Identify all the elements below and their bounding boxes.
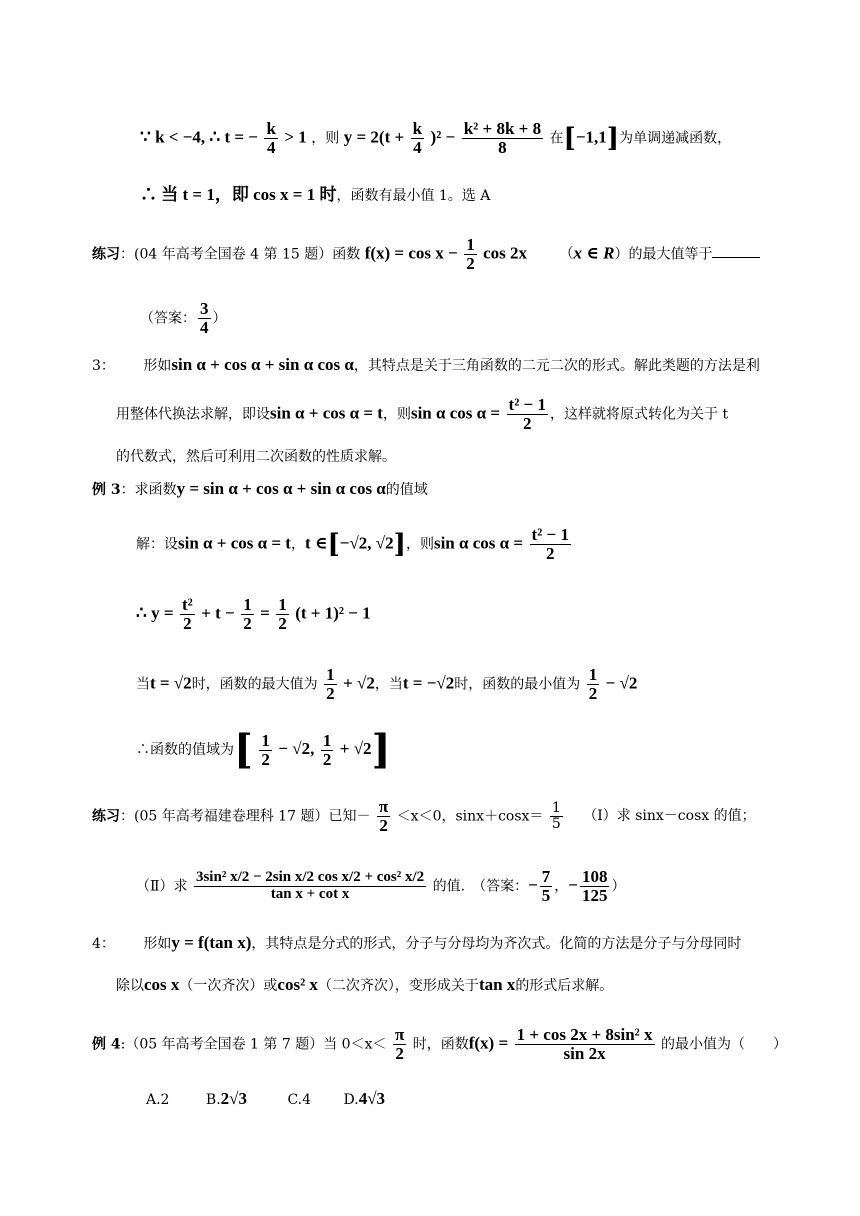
- line-11: [136, 666, 637, 703]
- math-text: + t −: [201, 603, 235, 623]
- body-text: （二次齐次），变形成关于: [317, 978, 479, 994]
- fraction: $\frac{1}{2}$: [243, 595, 252, 633]
- math-text: (t + 1)² − 1: [295, 603, 371, 623]
- math-text: sin α + cos α = t: [270, 403, 383, 423]
- math-text: > 1: [284, 127, 307, 147]
- fraction: $\frac{1}{2}$: [466, 235, 475, 273]
- body-text: ＜x＜0，sinx＋cosx＝: [396, 808, 544, 825]
- option-a[interactable]: A.2: [146, 1092, 170, 1108]
- math-text: cos² x: [277, 975, 318, 994]
- math-text: f(x) = cos x −: [364, 243, 458, 263]
- math-text: t ∈: [304, 533, 328, 553]
- option-d-label[interactable]: D.: [343, 1092, 359, 1108]
- line-1: ∵ k < −4, ∴ t = − $\frac{k}{4}$ > 1 ，则 y = 2(t + $\frac{k}{4}$ )² − $\frac{\text{k² + 8k + 8}}{8}$ 在[−1,1]为单调递减函数，: [140, 119, 732, 157]
- fraction: $\frac{1}{2}$: [322, 730, 332, 769]
- math-text: ∴ y =: [136, 603, 174, 623]
- fraction: $\frac{\pi}{2}$: [378, 797, 389, 835]
- math-text: )² −: [430, 127, 456, 147]
- body-text: ：求函数: [120, 482, 177, 498]
- fraction: $\frac{7}{5}$: [541, 867, 551, 905]
- line-6: [116, 396, 728, 433]
- fraction: $\frac{1}{2}$: [278, 595, 287, 633]
- fraction: $\frac{1}{2}$: [588, 665, 598, 703]
- body-text: （答案：: [140, 310, 196, 327]
- math-text: sin α + cos α + sin α cos α: [171, 355, 354, 374]
- body-text: ∴函数的值域为: [136, 742, 234, 758]
- body-text: ，则: [405, 536, 434, 553]
- section-number: 3：: [92, 358, 115, 374]
- line-9: 解：设sin α + cos α = t，t ∈[−√2, √2]，则sin α cos α = $\frac{\text{t² − 1}}{2}$: [136, 525, 569, 563]
- fraction: $\frac{1}{2}$: [326, 665, 335, 703]
- fraction: $\frac{\text{t²}}{2}$: [181, 595, 193, 633]
- line-17: [92, 1026, 787, 1063]
- body-text: 当: [136, 676, 150, 693]
- math-text: ∵ k < −4, ∴ t = −: [140, 127, 258, 147]
- line-4: [140, 300, 227, 337]
- exercise-label: 练习: [92, 808, 120, 825]
- fraction: $\frac{\pi}{2}$: [394, 1025, 405, 1063]
- line-8: [92, 480, 428, 497]
- math-text: f(x) =: [468, 1033, 509, 1053]
- fraction: $\frac{\text{t² − 1}}{2}$: [508, 395, 546, 433]
- math-text: y = 2(t +: [343, 127, 405, 147]
- option-d-value: 4√3: [358, 1089, 386, 1108]
- fraction: $\frac{\text{1 + cos 2x + 8sin² x}}{\sin 2x}$: [516, 1025, 653, 1063]
- line-16: [116, 976, 613, 993]
- line-2: [140, 186, 490, 203]
- body-text: ）的最大值等于: [614, 246, 713, 263]
- math-text: tan x: [478, 975, 516, 994]
- option-c[interactable]: C.4: [287, 1092, 312, 1108]
- option-b-value: 2√3: [220, 1089, 248, 1108]
- math-text: t = √2: [150, 673, 192, 693]
- math-text: ∴ 当 t = 1，即 cos x = 1 时: [140, 185, 337, 204]
- line-10: [136, 596, 371, 633]
- answer-blank: [712, 245, 760, 258]
- body-text: 的最小值为（ ）: [660, 1036, 787, 1053]
- body-text: 时，函数: [412, 1036, 469, 1053]
- option-b-label[interactable]: B.: [205, 1092, 221, 1108]
- body-text: 在: [549, 130, 564, 147]
- math-text: sin α cos α =: [410, 403, 501, 423]
- body-text: 的值域: [385, 482, 428, 498]
- line-15: [92, 934, 741, 951]
- math-text: sin α cos α =: [433, 533, 524, 553]
- fraction: $\frac{k}{4}$: [266, 119, 276, 157]
- body-text: ，其特点是分式的形式，分子与分母均为齐次式。化简的方法是分子与分母同时: [251, 936, 742, 952]
- body-text: ：(04 年高考全国卷 4 第 15 题）函数: [120, 246, 361, 263]
- body-text: 为单调递减函数，: [619, 130, 732, 147]
- body-text: :（05 年高考全国卷 1 第 7 题）当 0＜x＜: [120, 1036, 387, 1053]
- body-text: 除以: [116, 978, 144, 994]
- fraction: $\frac{1}{5}$: [551, 800, 561, 832]
- line-14: （Ⅱ）求 $\frac{\text{3sin² x/2 − 2sin x/2 cos x/2 + cos² x/2}}{\text{tan x + cot x}}$ 的值. （答案：− $\frac{7}{5}$ ，− $\frac{108}{125}$ ）: [136, 867, 626, 905]
- body-text: ，则: [382, 406, 411, 423]
- math-text: + √2: [339, 739, 372, 758]
- line-5: [92, 356, 760, 373]
- body-text: （: [559, 246, 574, 263]
- fraction: $\frac{108}{125}$: [581, 867, 608, 905]
- body-text: 用整体代换法求解，即设: [116, 406, 270, 423]
- line-3: [92, 236, 760, 273]
- math-text: y = sin α + cos α + sin α cos α: [176, 479, 386, 498]
- math-text: −1,1: [575, 127, 607, 147]
- math-text: + √2: [343, 673, 375, 693]
- options-row: [146, 1090, 385, 1107]
- math-text: cos 2x: [483, 243, 528, 263]
- math-text: cos x: [144, 975, 180, 994]
- exercise-label: 练习: [92, 246, 120, 263]
- body-text: 时，函数的最大值为: [191, 676, 318, 693]
- math-text: =: [260, 603, 270, 623]
- body-text: ，当: [374, 676, 403, 693]
- body-text: ：(05 年高考福建卷理科 17 题）已知－: [120, 808, 371, 825]
- fraction: $\frac{\text{3sin² x/2 − 2sin x/2 cos x/2 + cos² x/2}}{\text{tan x + cot x}}$: [195, 869, 425, 902]
- fraction: $\frac{\text{k² + 8k + 8}}{8}$: [463, 119, 542, 157]
- body-text: ，其特点是关于三角函数的二元二次的形式。解此类题的方法是利: [353, 358, 760, 374]
- example-label: 例 3: [92, 482, 121, 498]
- body-text: ，函数有最小值 1。选 A: [336, 188, 491, 204]
- fraction: $\frac{k}{4}$: [412, 119, 423, 157]
- body-text: 时，函数的最小值为: [454, 676, 581, 693]
- math-text: − √2: [605, 673, 638, 693]
- body-text: 形如: [143, 358, 172, 374]
- body-text: 解：设: [136, 536, 178, 553]
- line-13: [92, 798, 756, 835]
- line-7: [116, 450, 396, 464]
- body-text: （Ⅱ）求: [136, 878, 188, 895]
- math-text: −√2, √2: [339, 533, 394, 553]
- body-text: ）: [212, 310, 227, 327]
- body-text: ，: [290, 536, 305, 553]
- example-label: 例 4: [92, 1036, 121, 1053]
- body-text: 的代数式，然后可利用二次函数的性质求解。: [116, 449, 396, 465]
- body-text: 的值. （答案：: [432, 878, 529, 895]
- section-number: 4：: [92, 936, 115, 952]
- body-text: 的形式后求解。: [515, 978, 614, 994]
- body-text: ，这样就将原式转化为关于 t: [550, 406, 729, 423]
- math-text: − √2,: [278, 739, 315, 758]
- math-text: y = f(tan x): [171, 933, 252, 952]
- math-text: sin α + cos α = t: [178, 533, 291, 553]
- body-text: ）: [611, 878, 626, 895]
- body-text: （Ⅰ）求 sinx－cosx 的值；: [583, 808, 756, 825]
- fraction: $\frac{1}{2}$: [261, 730, 270, 769]
- math-text: x ∈ R: [573, 243, 615, 263]
- body-text: 形如: [143, 936, 172, 952]
- line-12: ∴函数的值域为[ $\frac{1}{2}$ − √2, $\frac{1}{2}$ + √2]: [136, 726, 391, 773]
- math-text: t = −√2: [402, 673, 455, 693]
- fraction: $\frac{\text{t² − 1}}{2}$: [531, 525, 569, 563]
- body-text: （一次齐次）或: [179, 978, 278, 994]
- body-text: ，则: [311, 130, 340, 147]
- fraction: $\frac{3}{4}$: [200, 299, 209, 337]
